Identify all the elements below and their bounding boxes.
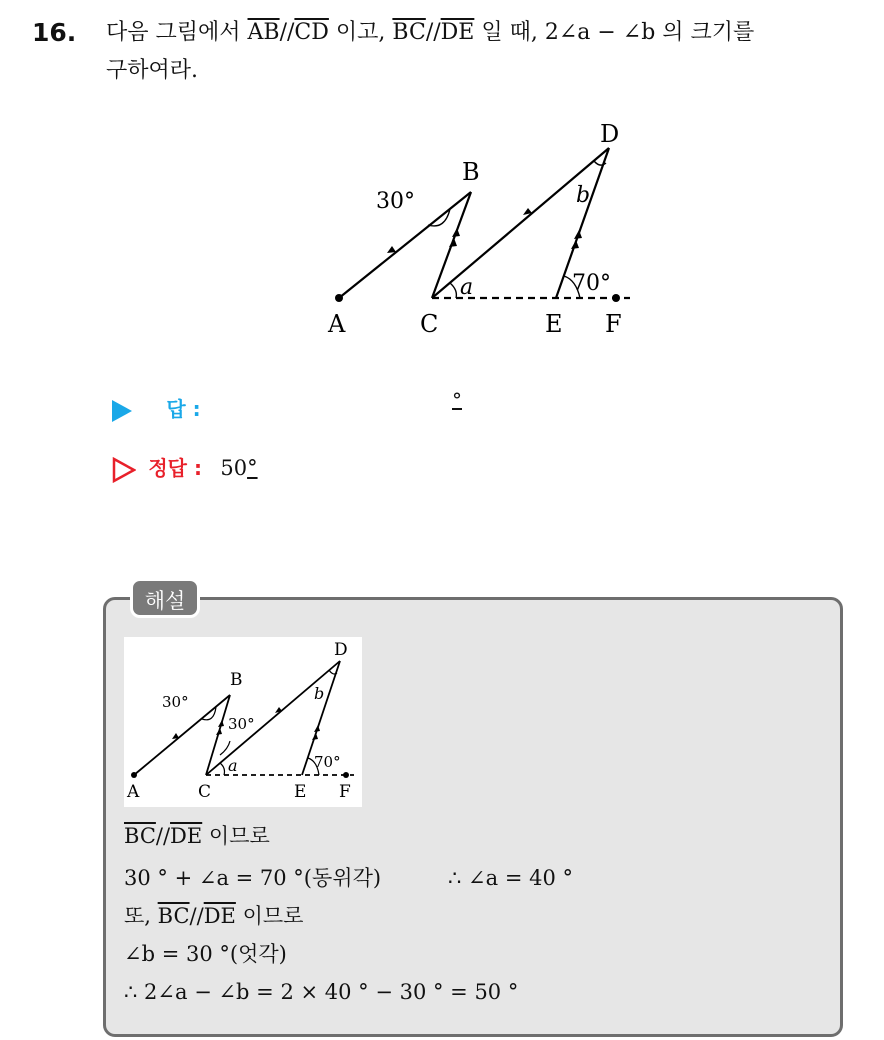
segment-bc: $\overline{BC}$ <box>392 20 426 45</box>
sol-label-a: A <box>127 782 140 802</box>
question-line-2: 구하여라. <box>106 58 199 83</box>
answer-label: 답 : <box>166 397 201 421</box>
sol-point-f <box>343 772 349 778</box>
solution-line-4: ∠b = 30 °(엇각) <box>124 942 287 966</box>
sol-line-bc <box>206 695 230 775</box>
angle-b-label: b <box>576 183 591 208</box>
sol-text: 또, <box>124 904 151 928</box>
correct-answer-unit: ° <box>247 456 258 480</box>
parallel-sign: // <box>425 20 441 45</box>
segment-ab: $\overline{AB}$ <box>247 20 280 45</box>
play-icon <box>112 400 132 422</box>
sol-angle-30-top-label: 30° <box>162 693 189 711</box>
solution-line-5: ∴ 2∠a − ∠b = 2 × 40 ° − 30 ° = 50 ° <box>124 980 519 1004</box>
sol-segment-bc: $\overline{BC}$ <box>124 824 156 848</box>
correct-answer-label: 정답 : <box>148 456 202 480</box>
parallel-sign: // <box>279 20 295 45</box>
angle-a-label: a <box>460 275 474 300</box>
correct-answer-row <box>112 452 258 483</box>
answer-row <box>112 393 201 422</box>
geometry-figure <box>300 110 660 340</box>
sol-parallel-sign: // <box>189 904 204 928</box>
sol-text: 이므로 <box>242 904 304 928</box>
label-a: A <box>328 310 346 338</box>
label-c: C <box>420 310 439 338</box>
label-b: B <box>462 158 480 186</box>
label-f: F <box>605 310 622 338</box>
solution-figure-panel <box>124 637 362 807</box>
question-text-a: 다음 그림에서 <box>106 20 241 45</box>
sol-text: 이므로 <box>208 824 270 848</box>
arrow-bc-1 <box>452 228 460 237</box>
sol-arrow-ab <box>172 733 179 739</box>
sol-segment-de: $\overline{DE}$ <box>203 904 236 928</box>
play-outline-icon <box>112 457 136 483</box>
solution-line-3 <box>124 898 303 934</box>
segment-cd: $\overline{CD}$ <box>294 20 329 45</box>
sol-label-f: F <box>339 782 351 802</box>
arrow-de-1 <box>574 230 582 239</box>
sol-angle-b-label: b <box>314 684 325 703</box>
sol-label-b: B <box>230 670 243 690</box>
label-d: D <box>600 120 620 148</box>
question-text-b: 이고, <box>335 20 386 45</box>
solution-figure <box>124 637 362 807</box>
question-line-1 <box>106 18 754 48</box>
solution-tab: 해설 <box>130 578 200 618</box>
sol-parallel-sign: // <box>155 824 171 848</box>
sol-segment-de: $\overline{DE}$ <box>170 824 203 848</box>
correct-answer-value: 50 <box>220 456 248 480</box>
sol-angle-arc-30-inner <box>220 741 230 755</box>
angle-70-label: 70° <box>572 271 611 296</box>
sol-segment-bc: $\overline{BC}$ <box>157 904 190 928</box>
solution-line-2-conclusion: ∴ ∠a = 40 ° <box>448 866 573 890</box>
sol-angle-a-label: a <box>228 756 238 775</box>
sol-label-c: C <box>198 782 212 802</box>
sol-point-a <box>131 772 137 778</box>
question-number: 16. <box>32 18 77 47</box>
arrow-ab <box>387 246 396 253</box>
question-text-c: 일 때, 2∠a − ∠b 의 크기를 <box>481 20 755 45</box>
point-a <box>335 294 343 302</box>
sol-angle-70-label: 70° <box>314 753 341 771</box>
answer-blank-degree[interactable]: ° <box>452 388 462 412</box>
solution-line-2: 30 ° + ∠a = 70 °(동위각) <box>124 866 382 890</box>
sol-angle-arc-a <box>220 763 225 775</box>
angle-arc-a <box>450 283 456 298</box>
label-e: E <box>545 310 563 338</box>
sol-label-d: D <box>334 640 348 660</box>
solution-line-1 <box>124 818 270 854</box>
angle-30-label: 30° <box>376 189 415 214</box>
point-f <box>612 294 620 302</box>
sol-angle-30-inner-label: 30° <box>228 715 255 733</box>
sol-label-e: E <box>294 782 307 802</box>
segment-de: $\overline{DE}$ <box>440 20 475 45</box>
